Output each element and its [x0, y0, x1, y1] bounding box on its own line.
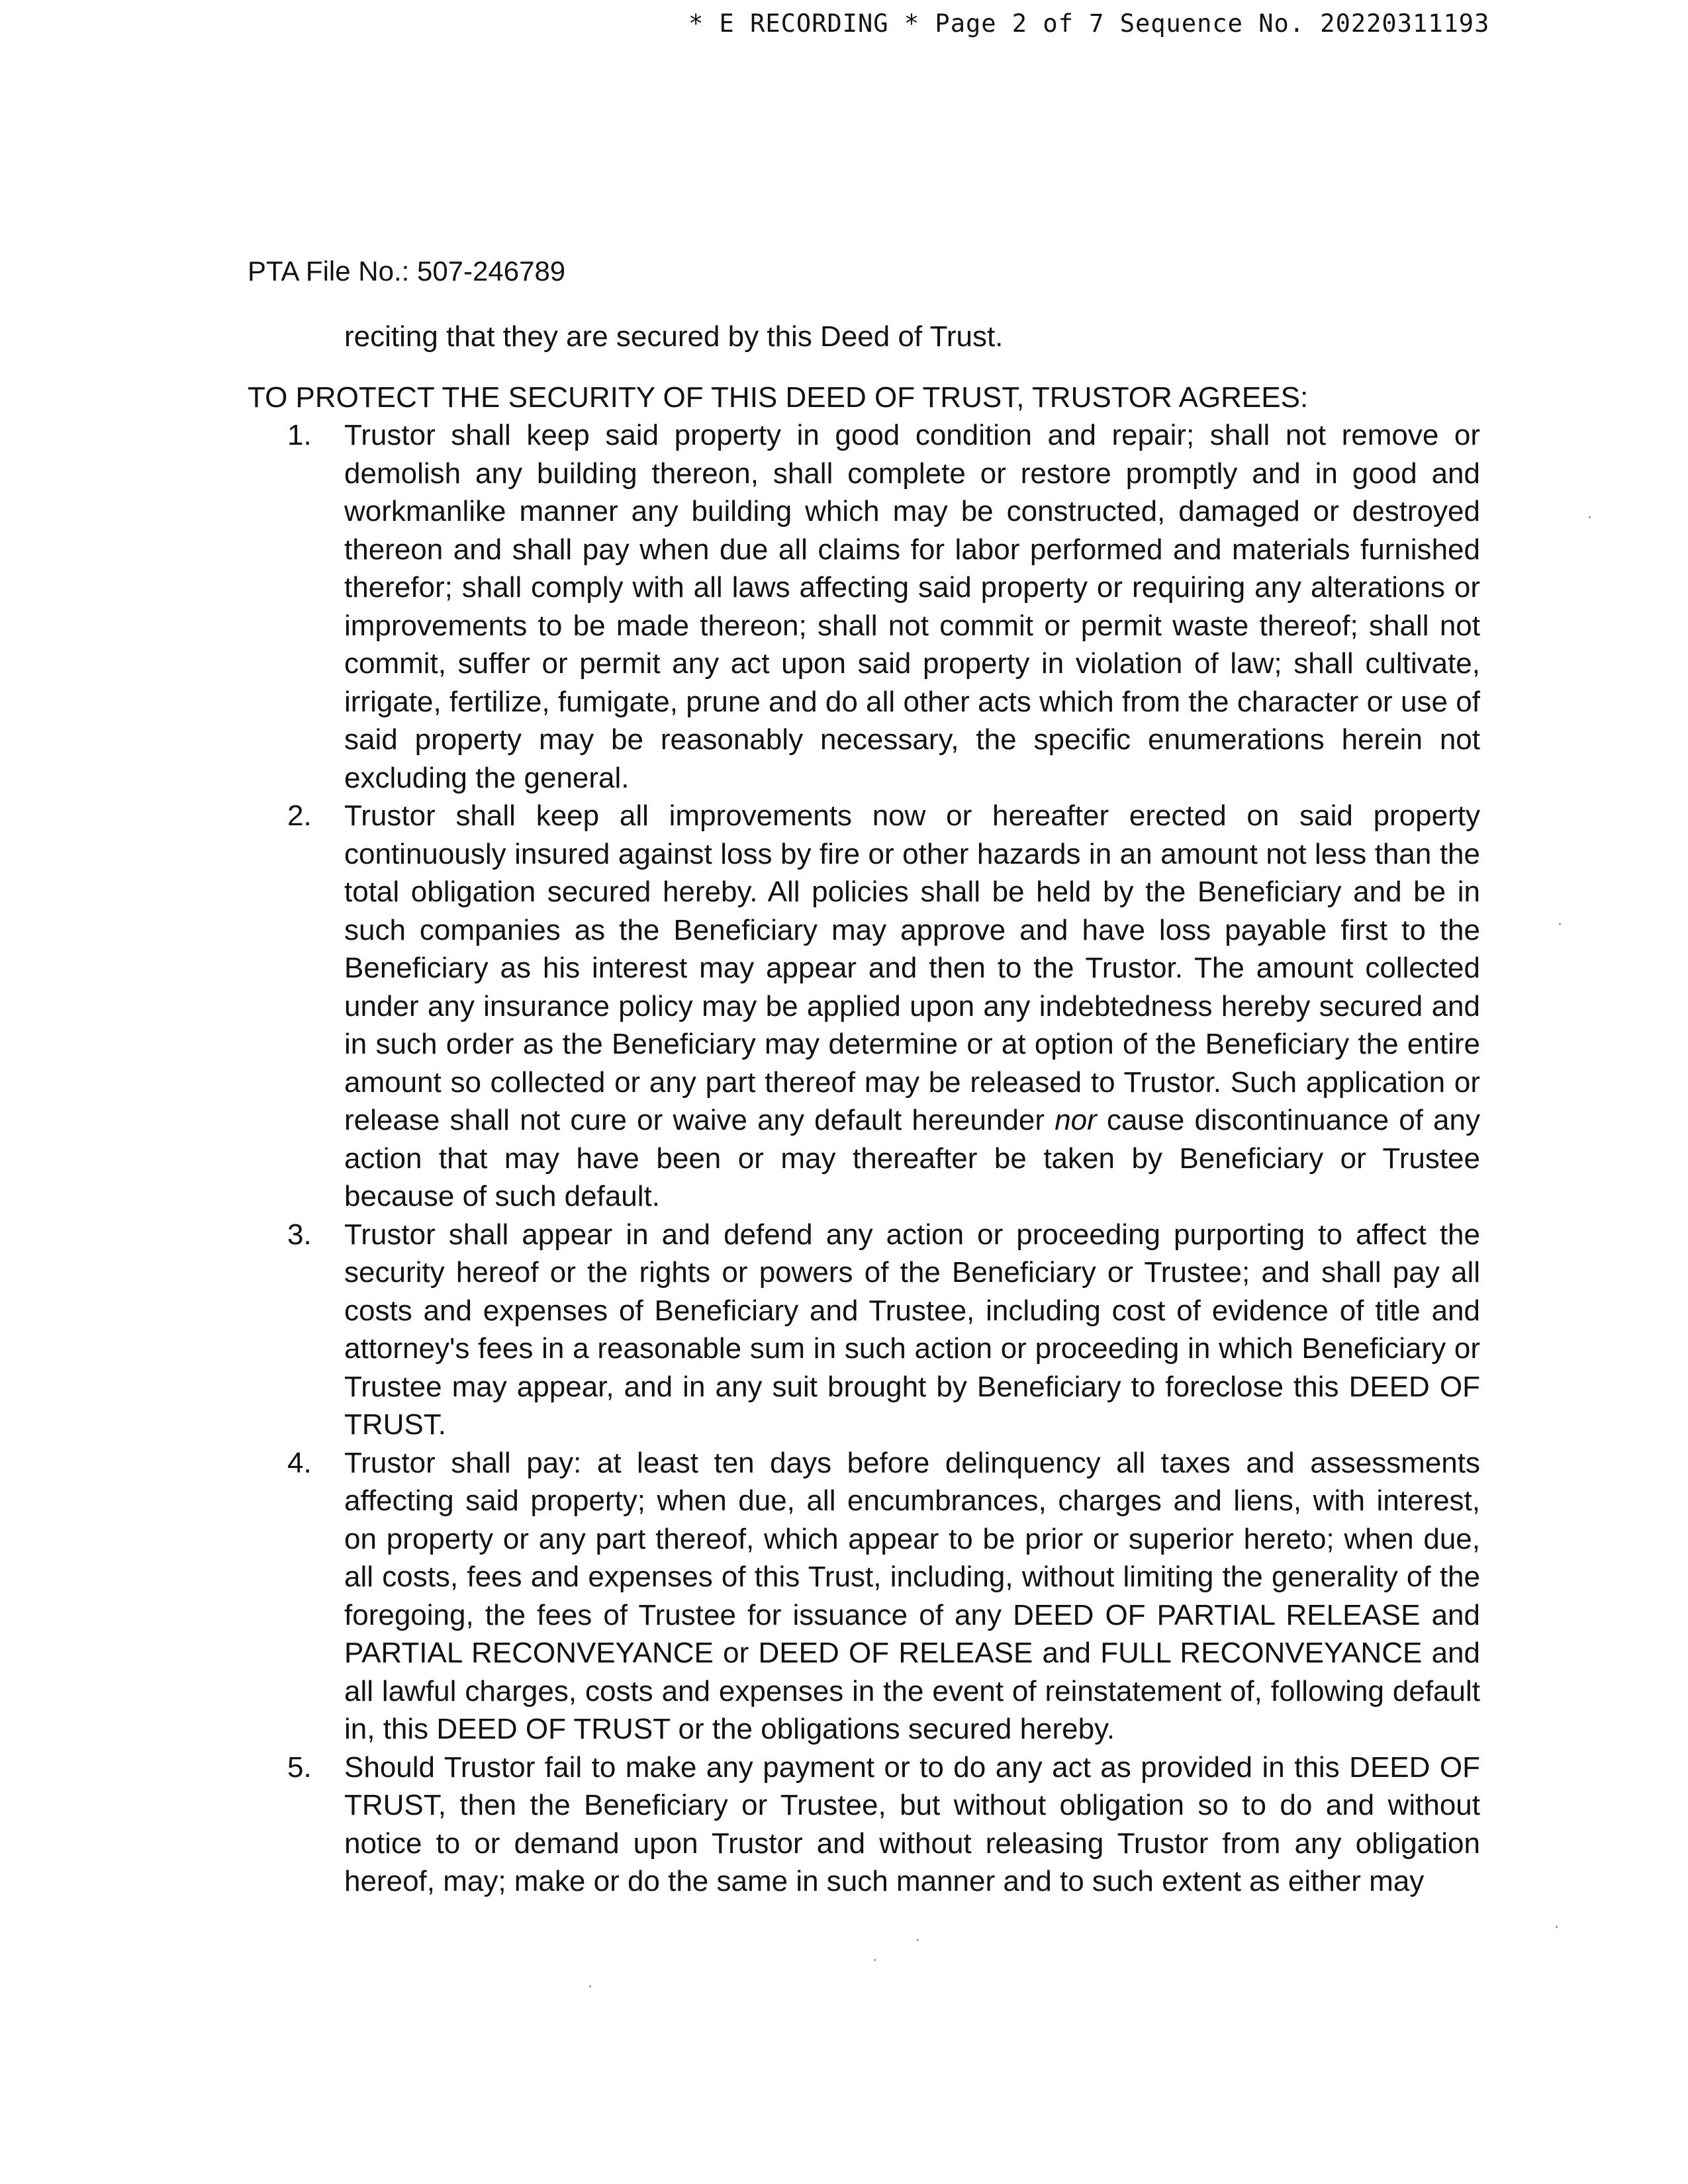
clause-text: Trustor shall keep said property in good condition and repair; shall not remove or demolish any building thereon, shall complete or restore promptly and in good and workmanlike manner any building which may be constructed, damaged or destroyed thereon and shall pay when due all claims for labor performed and materials furnished therefor; shall comply with all laws affecting said property or requiring any alterations or improvements to be made thereon; shall not commit or permit waste thereof; shall not commit, suffer or permit any act upon said property in violation of law; shall cultivate, irrigate, fertilize, fumigate, prune and do all other acts which from the character or use of said property may be reasonably necessary, the specific enumerations herein not excluding the general.: [344, 419, 1480, 794]
section-heading: TO PROTECT THE SECURITY OF THIS DEED OF TRUST, TRUSTOR AGREES:: [248, 381, 1309, 414]
clause-number: 2.: [287, 799, 312, 832]
clause-text: Trustor shall appear in and defend any action or proceeding purporting to affect the security hereof or the rights or powers of the Beneficiary or Trustee; and shall pay all costs and expenses of Beneficiary and Trustee, including cost of evidence of title and attorney's fees in a reasonable sum in such action or proceeding in which Beneficiary or Trustee may appear, and in any suit brought by Beneficiary to foreclose this DEED OF TRUST.: [344, 1218, 1480, 1441]
italic-word: nor: [1055, 1104, 1097, 1136]
clause-number: 1.: [287, 419, 312, 451]
scan-speck: [1589, 516, 1591, 518]
scan-speck: [1556, 1926, 1558, 1928]
clause-number: 4.: [287, 1446, 312, 1479]
clause-text: Should Trustor fail to make any payment or to do any act as provided in this DEED OF TRUST, then the Beneficiary or Trustee, but without obligation so to do and without notice to or demand upon Trustor and without releasing Trustor from any obligation hereof, may; make or do the same in such manner and to such extent as either may: [344, 1751, 1480, 1897]
clause-text-after: cause discontinuance of any action that may have been or may thereafter be taken by Beneficiary or Trustee because of such default.: [344, 1104, 1480, 1212]
continuation-text: reciting that they are secured by this Deed of Trust.: [344, 320, 1004, 353]
recording-header: * E RECORDING * Page 2 of 7 Sequence No. 20220311193: [688, 9, 1490, 38]
file-number: PTA File No.: 507-246789: [248, 255, 566, 287]
scan-speck: [917, 1939, 919, 1941]
document-body: [248, 318, 1480, 1901]
clause-1: [248, 416, 1480, 797]
clause-2: [248, 797, 1480, 1216]
clause-4: [248, 1444, 1480, 1749]
clause-3: [248, 1216, 1480, 1444]
clause-5: [248, 1749, 1480, 1901]
scan-speck: [874, 1959, 876, 1961]
clause-list: [248, 416, 1480, 1901]
scan-speck: [1559, 923, 1561, 925]
clause-text-before: Trustor shall keep all improvements now or hereafter erected on said property continuously insured against loss by fire or other hazards in an amount not less than the total obligation secured hereby. All policies shall be held by the Beneficiary and be in such companies as the Beneficiary may approve and have loss payable first to the Beneficiary as his interest may appear and then to the Trustor. The amount collected under any insurance policy may be applied upon any indebtedness hereby secured and in such order as the Beneficiary may determine or at option of the Beneficiary the entire amount so collected or any part thereof may be released to Trustor. Such application or release shall not cure or waive any default hereunder: [344, 799, 1480, 1136]
clause-number: 3.: [287, 1218, 312, 1251]
scan-speck: [589, 1985, 591, 1987]
clause-text: Trustor shall pay: at least ten days before delinquency all taxes and assessments affecting said property; when due, all encumbrances, charges and liens, with interest, on property or any part thereof, which appear to be prior or superior hereto; when due, all costs, fees and expenses of this Trust, including, without limiting the generality of the foregoing, the fees of Trustee for issuance of any DEED OF PARTIAL RELEASE and PARTIAL RECONVEYANCE or DEED OF RELEASE and FULL RECONVEYANCE and all lawful charges, costs and expenses in the event of reinstatement of, following default in, this DEED OF TRUST or the obligations secured hereby.: [344, 1446, 1480, 1745]
clause-text: [344, 797, 1480, 1216]
clause-number: 5.: [287, 1751, 312, 1784]
